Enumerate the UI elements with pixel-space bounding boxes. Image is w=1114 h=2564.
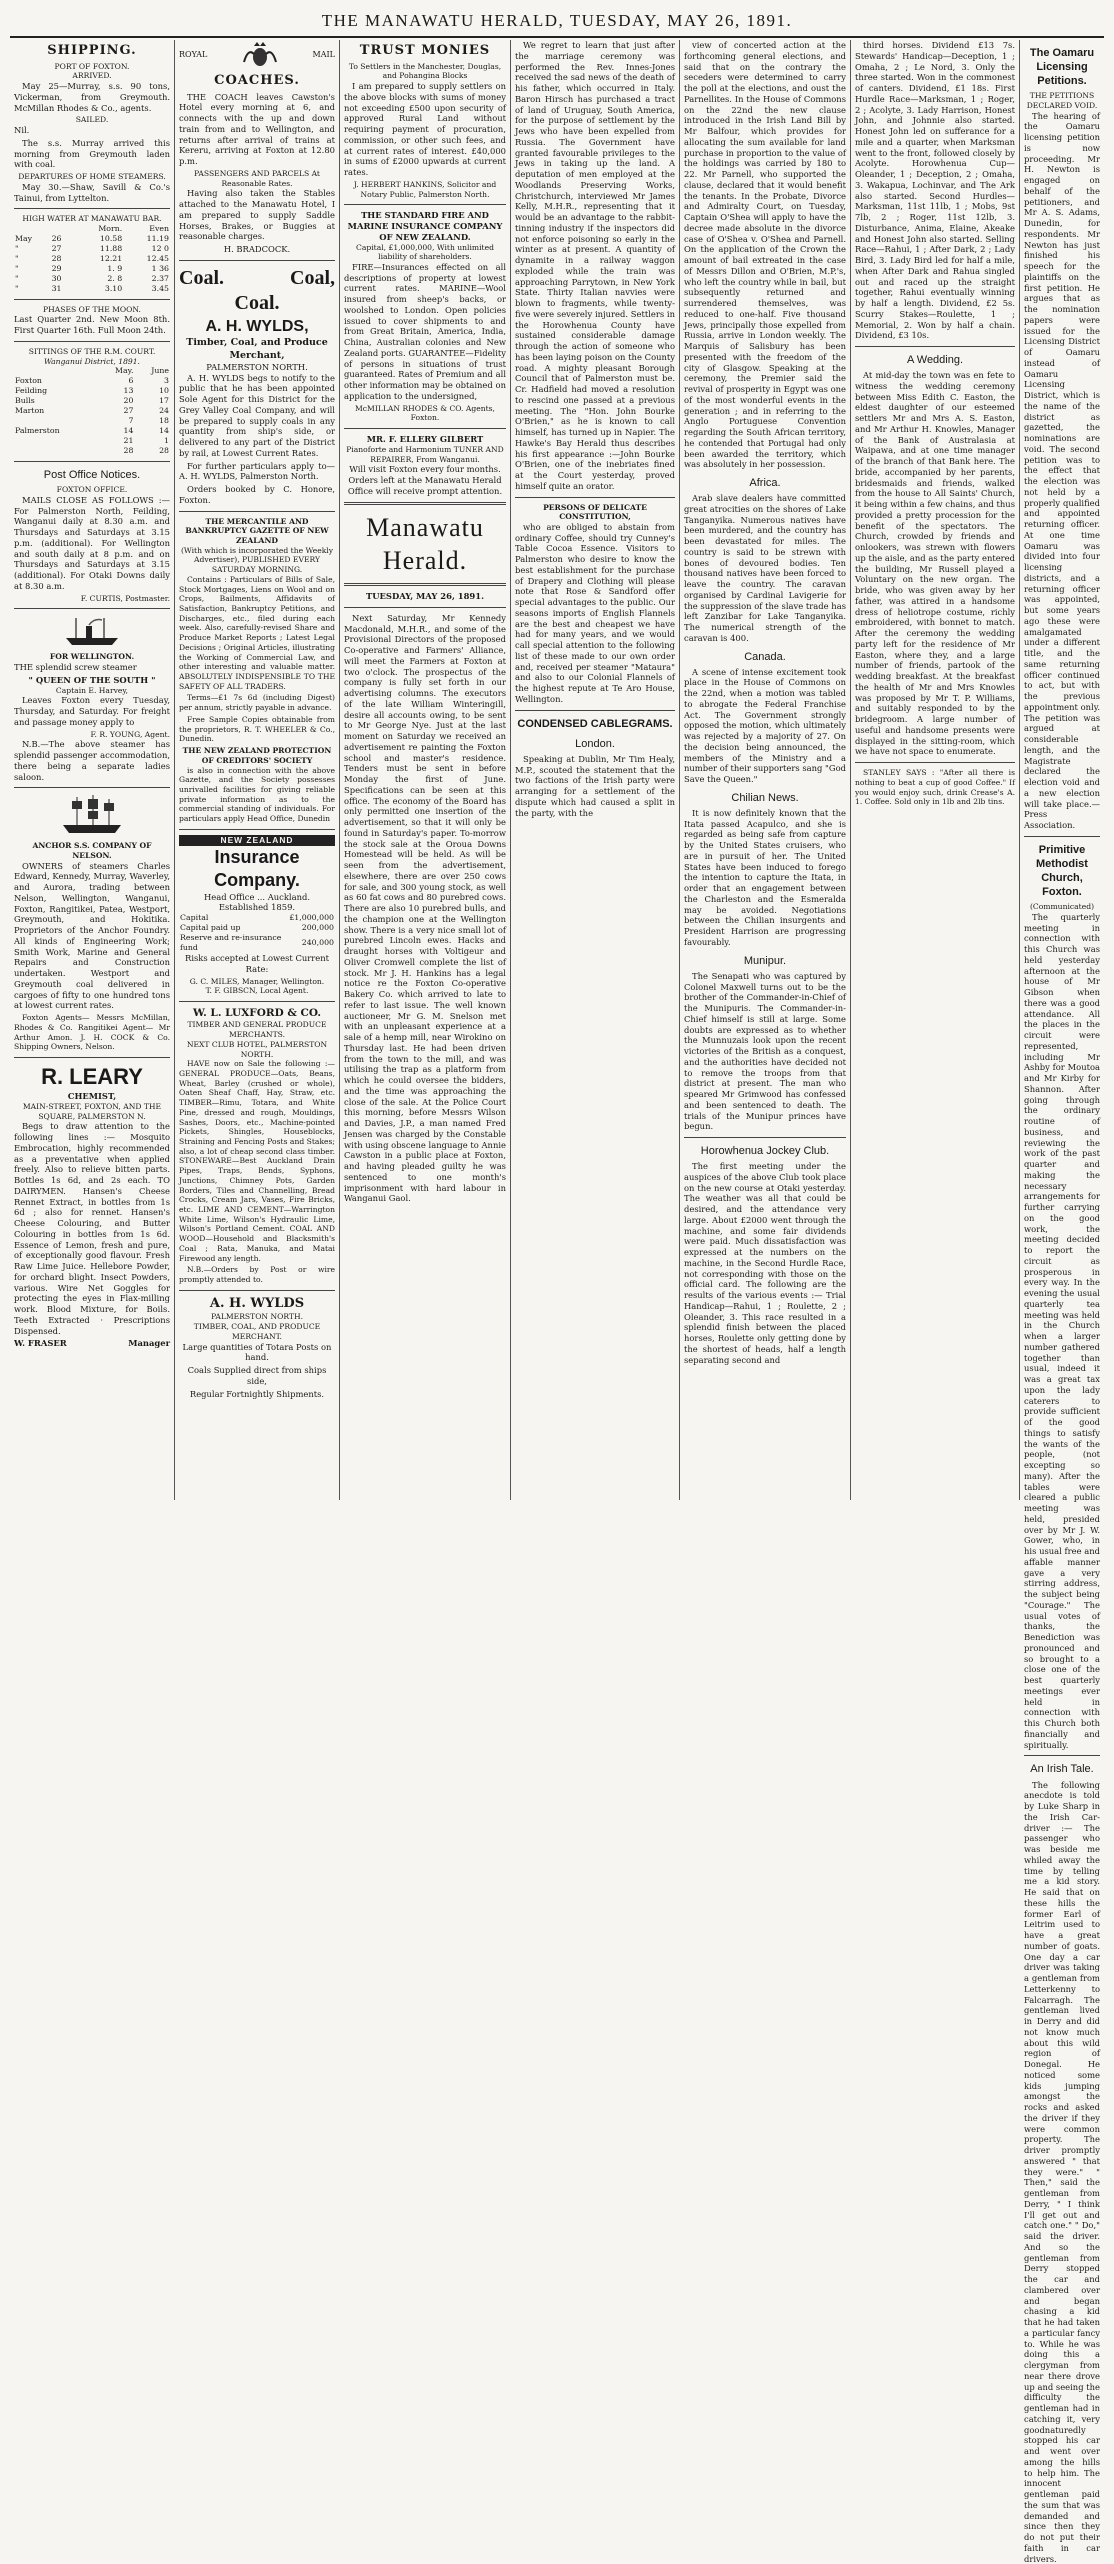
table-row xyxy=(14,284,170,294)
coal-word-center: Coal. xyxy=(234,292,280,315)
cell: 240,000 xyxy=(301,938,334,948)
ahw-town: PALMERSTON NORTH. xyxy=(210,1312,304,1322)
divider xyxy=(515,497,675,498)
cablegrams-title: CONDENSED CABLEGRAMS. xyxy=(517,717,673,730)
port-label: PORT OF FOXTON. xyxy=(54,61,130,71)
divider xyxy=(14,1057,170,1058)
masthead xyxy=(10,6,1104,38)
wylds-name: A. H. WYLDS, xyxy=(205,318,309,335)
oamaru-text: The hearing of the Oamaru licensing petition is now proceeding. Mr H. Newton is engaged on behalf of the petitioners, and Mr A. S. Adams, Dunedin, for respondents. Mr Newton has just finished his speech for the plaintiffs on the first petition. He argues that as the nomination papers were issued for the Licensing District of Oamaru instead of Oamaru Licensing District, which is the name of the district as gazetted, the nominations are void. The second petition was to the effect that the election was not held by a properly qualified and appointed returning officer. At one time Oamaru was divided into four licensing districts, and a returning officer was appointed, but some years ago these were amalgamated under a different title, and the same returning officer continued to act, but with the previous appointment only. The petition was argued at considerable length, and the Magistrate declared the election void and a new election will take place.—Press Association. xyxy=(1024,110,1100,831)
wedding-title: A Wedding. xyxy=(906,354,964,366)
cell: 200,000 xyxy=(301,923,334,933)
insurance-head: Head Office ... Auckland. xyxy=(203,891,311,902)
cell xyxy=(14,416,98,426)
masthead-title: THE MANAWATU HERALD, TUESDAY, MAY 26, 1891. xyxy=(321,11,793,30)
cell: 3 xyxy=(164,376,169,386)
post-sign: F. CURTIS, Postmaster. xyxy=(80,593,170,603)
table-row xyxy=(14,426,170,436)
leary-sign: W. FRASER xyxy=(14,1338,67,1349)
wylds-further: For further particulars apply to— A. H. WYLDS, Palmerston North. xyxy=(179,460,335,482)
cell: " xyxy=(15,263,19,273)
anchor-agents: Foxton Agents— Messrs McMillan, Rhodes & Co. Rangitikei Agent— Mr Arthur Amon. J. H. COCK & Co. Shipping Owners, Nelson. xyxy=(14,1013,170,1052)
chile-text: It is now definitely known that the Itata passed Acapulco, and she is regarded as being safe from capture by the United States cruisers, who are in pursuit of her. The United States have been induced to forego the intention to capture the Itata, in order that an engagement between the Charleston and the Esmeralda may be avoided. Negotiations between the Chilian insurgents and President Harrison are progressing favourably. xyxy=(684,807,846,947)
persons-text: who are obliged to abstain from ordinary Coffee, should try Cunney's Table Cocoa Essence. Visitors to Palmerston who desire to know the best establishment for the purchase of Drapery and Clothing will please note that Rose & Sandford offer special advantages to the public. Our seasons imports of English Flannels are the best and cheapest we have had for many years, and we would call special attention to the following list of these made to our own order and, received per steamer "Mataura" and also to our Colonial Flannels of the highest repute at Te Aro House, Wellington. xyxy=(515,521,675,704)
coal-word: Coal. xyxy=(179,266,224,289)
cell: 12 0 xyxy=(151,243,169,253)
gazette-terms: Terms—£1 7s 6d (including Digest) per annum, strictly payable in advance. xyxy=(179,693,335,713)
cell: 20 xyxy=(123,396,134,406)
luxford-addr: NEXT CLUB HOTEL, PALMERSTON NORTH. xyxy=(186,1039,328,1059)
column-5 xyxy=(680,40,851,1500)
cell: 27 xyxy=(51,243,62,253)
cell: 12.21 xyxy=(99,253,123,263)
cell: 7 xyxy=(128,416,134,426)
coal-header xyxy=(179,266,335,292)
leary-sub: CHEMIST, xyxy=(67,1091,117,1102)
divider xyxy=(1024,836,1100,837)
gazette-sub: (With which is incorporated the Weekly Advertiser), PUBLISHED EVERY SATURDAY MORNING. xyxy=(180,545,334,575)
column-7 xyxy=(1020,40,1104,2564)
divider xyxy=(179,1290,335,1291)
oamaru-sub: THE PETITIONS DECLARED VOID. xyxy=(1026,91,1098,110)
insurance-table xyxy=(179,913,335,953)
luxford-nb: N.B.—Orders by Post or wire promptly attended to. xyxy=(179,1265,335,1285)
wylds-text: A. H. WYLDS begs to notify to the public that he has been appointed Sole Agent for this District for the Grey Valley Coal Company, and will be prepared to supply coals in any quantity from ship's side, or delivered to any part of the District by rail, at Lowest Current Rates. xyxy=(179,372,335,458)
trust-title: TRUST MONIES xyxy=(359,43,491,58)
news-text: We regret to learn that just after the marriage ceremony was performed the Rev. Innes-Jones received the sad news of the death of his father, which occurred in Italy. Baron Hirsch has purchased a tract of land of Uruguay, South America, for the purpose of settlement by the Jews who have been expelled from Russia. The Government have granted favourable privileges to the Jews in taking up the land. A deputation of men employed at the Woodlands Preserving Works, Christchurch, interviewed Mr James Kelly, M.H.R., representing that it would be an advantage to the rabbit-tinning industry if the inspectors did not enforce poisoning so early in the winter as at present. A quantity of dynamite in a railway waggon exploded while the train was approaching Parrytown, in New York State. Thirty Italian navvies were blown to fragments, while twenty-five were severely injured. Settlers in the Horowhenua County have sustained considerable damage through the action of someone who has been laying poison on the County road. A mighty pleasant Borough Council that of Palmerston must be. Cr. Hadfield had moved a resolution to rescind one passed at a previous meeting. The "Hon. John Bourke O'Brien," as he is known to call himself, has turned up in Napier. The Hawke's Bay Herald thus describes his first appearance :—John Bourke O'Brien, one of the inebriates fined at the Court yesterday, proved himself quite an orator. xyxy=(515,40,675,491)
protection-text: is also in connection with the above Gazette, and the Society possesses unrivalled facilities for giving reliable private information as to the commercial standing of individuals. For particulars apply Head Office, Dunedin xyxy=(179,765,335,824)
cell: 21 xyxy=(123,436,134,446)
fire-title: THE STANDARD FIRE AND MARINE INSURANCE COMPANY OF NEW ZEALAND. xyxy=(347,210,503,242)
table-row xyxy=(179,933,335,953)
steamer-icon xyxy=(62,614,122,648)
munipur-text: The Senapati who was captured by Colonel Maxwell turns out to be the brother of the Commander-in-Chief of the Munipuris. The Commander-in-Chief himself is still at large. Some doubts are expressed as to whether the Munnuzais look upon the recent victories of the British as a conquest, and the authorities have decided not to remove the troops from that district at present. The man who speared Mr Grimwood has confessed and been sentenced to death. The trials of the Munipur princes have begun. xyxy=(684,970,846,1132)
fire-sign: McMILLAN RHODES & CO. Agents, Foxton. xyxy=(355,403,495,423)
divider xyxy=(14,208,170,209)
cell: 17 xyxy=(159,396,169,406)
methodist-text: The quarterly meeting in connection with this Church was held yesterday afternoon at the house of Mr Gibson when there was a good attendance. All the places in the circuit were represented, including Mr Ashby for Moutoa and Mr Kirby for Shannon. After going through the ordinary routine of business, and reviewing the work of the past quarter and making the necessary arrangements for further carrying on the good work, the meeting decided to report the circuit as prosperous in every way. In the evening the usual quarterly tea meeting was held in the Church when a larger number gathered together than usual, indeed it was a great tax upon the lady caterers to provide sufficient of the good things to satisfy the wants of the people, (not excepting so many). After the tables were cleared a public meeting was held, presided over by Mr J. W. Gower, who, in his usual free and affable manner gave a very stirring address, the subject being "Courage." The usual votes of thanks, the Benediction was pronounced and so brought to a close one of the best quarterly meetings ever held in connection with this Church both financially and spiritually. xyxy=(1024,911,1100,1750)
leary-addr: MAIN-STREET, FOXTON, AND THE SQUARE, PALMERSTON N. xyxy=(22,1102,162,1121)
divider xyxy=(14,787,170,788)
divider xyxy=(14,608,170,609)
insurance-est: Established 1859. xyxy=(218,902,296,913)
news-text: view of concerted action at the forthcoming general elections, and said that on the contrary the seceders were determined to carry the poll at the elections, and oust the Parnellites. In the House of Commons on the 22nd the new clause introduced in the Irish Land Bill by Mr Balfour, which provides for allocating the sum available for land purchase in proportion to the value of the holdings was carried by 180 to 22. Mr Parnell, who supported the clause, declared that it would benefit the tenants. In the Probate, Divorce and Admiralty Court, on Tuesday, Captain O'Shea will apply to have the decree made absolute in the divorce case of O'Shea v. O'Shea and Parnell. On the application of the Crown the amount of bail extreated in the case of Messrs Dillon and O'Brien, M.P.'s, who left the country while in bail, but subsequently returned and surrendered themselves, was reduced to one-half. Five thousand Jews, principally those expelled from Russia, arrive in London weekly. The Marquis of Salisbury has been presented with the freedom of the city of Glasgow. Speaking at the ceremony, the Premier said the revival of prosperity in Egypt was one of the most wonderful events in the generation ; and in referring to the Anglo Portuguese Convention regarding the South African territory, he contended that Portugal had only been awarded the territory, which was absolutely in her possession. xyxy=(684,40,846,470)
cell: 11.88 xyxy=(99,243,123,253)
luxford-text: HAVE now on Sale the following :— GENERAL PRODUCE—Oats, Beans, Wheat, Barley (crushed or whole), Oaten Sheaf Chaff, Hay, Straw, etc. TIMBER—Rimu, Totara, and White Pine, dressed and rough, Mouldings, Sashes, Doors, etc., Machine-pointed Pickets, Shingles, Houseblocks, Straining and Fencing Posts and Stakes; also, a lot of cheap second class timber. STONEWARE—Best Auckland Drain Pipes, Traps, Bends, Syphons, Junctions, Chimney Pots, Garden Borders, Tiles and Channelling, Bread Crocks, Cream Jars, Vases, Fire Bricks, etc. LIME AND CEMENT—Warrington White Lime, Wilson's Hydraulic Lime, Wilson's Portland Cement. COAL AND WOOD—Household and Blacksmith's Coal ; Rata, Manuka, and Matai Firewood any length. xyxy=(179,1059,335,1263)
gazette-free: Free Sample Copies obtainable from the proprietors, R. T. WHEELER & Co., Dunedin. xyxy=(179,714,335,744)
moon-text: Last Quarter 2nd. New Moon 8th. First Quarter 16th. Full Moon 24th. xyxy=(14,314,170,336)
jockey-text: The first meeting under the auspices of the above Club took place on the new course at Otaki yesterday. The weather was all that could be desired, and the attendance very large. About £2000 went through the machine, and some fair dividends were paid. Much dissatisfaction was expressed at the numbers on the machine, in the Second Hurdle Race, not corresponding with those on the official card. The following are the results of the various events :— Trial Handicap—Rahui, 1 ; Roulette, 2 ; Oleander, 3. This race resulted in a splendid finish between the placed horses, Roulette only getting done by the shortest of heads, half a length separating second and xyxy=(684,1161,846,1365)
cell: May xyxy=(15,233,33,243)
cell: 30 xyxy=(51,273,62,283)
tide-head-cell: Even xyxy=(149,223,169,233)
expected-text: The s.s. Murray arrived this morning from Greymouth laden with coal. xyxy=(14,137,170,170)
cell: 29 xyxy=(51,263,62,273)
cell: 2.37 xyxy=(151,273,169,283)
gilbert-title: MR. F. ELLERY GILBERT xyxy=(366,434,484,445)
cell xyxy=(14,446,98,456)
cell: " xyxy=(15,273,19,283)
departures-title: DEPARTURES OF HOME STEAMERS. xyxy=(18,172,166,182)
cell: 28 xyxy=(159,446,169,456)
divider xyxy=(344,607,506,608)
cell: Palmerston xyxy=(15,426,60,436)
coach-text: THE COACH leaves Cawston's Hotel every morning at 6, and connects with the up and down train from and to Wellington, and returns after arrival of trains at Kereru, arriving at Foxton at 12.80 p.m. xyxy=(179,91,335,167)
cell: 2. 8 xyxy=(107,273,123,283)
columns xyxy=(10,40,1104,2564)
paper-date: TUESDAY, MAY 26, 1891. xyxy=(366,591,484,602)
paper-title: Manawatu Herald. xyxy=(366,512,484,575)
table-row xyxy=(14,446,170,456)
cell: Feilding xyxy=(15,386,48,396)
well-ship: " QUEEN OF THE SOUTH " xyxy=(28,674,156,685)
cell: Bulls xyxy=(15,396,35,406)
leary-signature xyxy=(14,1338,170,1349)
sailed-text: Nil. xyxy=(14,125,30,136)
table-row xyxy=(14,396,170,406)
cell: 12.45 xyxy=(146,253,169,263)
persons-title: PERSONS OF DELICATE CONSTITUTION, xyxy=(543,502,647,522)
ahw-ship: Regular Fortnightly Shipments. xyxy=(189,1388,325,1399)
table-row xyxy=(14,376,170,386)
court-head xyxy=(14,366,170,376)
divider xyxy=(14,461,170,462)
well-lead: THE splendid screw steamer xyxy=(14,662,137,673)
sailed-label: SAILED. xyxy=(75,115,109,125)
fire-capital: Capital, £1,000,000, With unlimited liability of shareholders. xyxy=(356,242,494,262)
cell: 3.10 xyxy=(104,283,123,293)
column-4 xyxy=(511,40,680,1500)
fire-text: FIRE—Insurances effected on all descriptions of property at lowest current rates. MARINE—Wool insured from sheep's backs, or woolshed to London. Open policies issued to cover shipments to and from Great Britain, America, India, China, Australian colonies and New Zealand ports. GUARANTEE—Fidelity of persons in situations of trust guaranteed. Rates of Premium and all other information may be obtained on application to the undersigned, xyxy=(344,261,506,401)
gilbert-text: Will visit Foxton every four months. Orders left at the Manawatu Herald Office will receive prompt attention. xyxy=(347,464,503,496)
table-row xyxy=(14,436,170,446)
table-row xyxy=(14,244,170,254)
royal-mail-header xyxy=(179,40,335,70)
tide-head-cell xyxy=(51,224,74,234)
divider xyxy=(179,829,335,830)
africa-text: Arab slave dealers have committed great atrocities on the shores of Lake Tanganyika. Numerous natives have been murdered, and the country has been devastated for miles. The country is said to be strewn with bones of devoured bodies. Ten thousand natives have been forced to leave the country. The caravan organised by Cardinal Lavigerie for the suppression of the slave trade has left Zanzibar for Lake Tanganyika. The numerical strength of the caravan is 400. xyxy=(684,493,846,643)
ahw-text: Large quantities of Totara Posts on hand. xyxy=(182,1341,332,1363)
leary-title: R. LEARY xyxy=(41,1064,143,1090)
cell: 6 xyxy=(128,376,134,386)
cell: 27 xyxy=(123,406,134,416)
table-row xyxy=(179,913,335,923)
cell: Capital xyxy=(180,913,209,923)
well-nb: N.B.—The above steamer has splendid passenger accommodation, there being a separate ladies saloon. xyxy=(14,739,170,782)
methodist-title: Primitive Methodist Church, Foxton. xyxy=(1036,843,1088,899)
cell: Foxton xyxy=(15,376,42,386)
royal-label: ROYAL xyxy=(179,49,208,59)
cell: Reserve and re-insurance fund xyxy=(180,933,282,953)
tide-head-cell: Morn. xyxy=(98,223,123,233)
stanley-ad: STANLEY SAYS : "After all there is nothing to beat a cup of good Coffee." If you would enjoy such, drink Crease's A. 1. Coffee. Sold only in 1lb and 2lb tins. xyxy=(855,768,1015,807)
wedding-text: At mid-day the town was en fete to witness the wedding ceremony between Miss Edith C. Easton, the eldest daughter of our esteemed settlers Mr and Mrs A. S. Easton, and Mr Arthur H. Knowles, Manager of the Bank of Australasia at Waipawa, and at one time manager of the branch of that Bank here. The bride, accompanied by her parents, bridesmaids and friends, walked from the house to All Saints' Church, it being within a few chains, and thus provided a pretty procession for the benefit of the spectators. The Church, crowded by friends and onlookers, was strewn with flowers up the aisle, and as the party entered the building, Mr Russell played a Voluntary on the new organ. The bride, who was given away by her father, was attired in a handsome dress of heliotrope costume, richly embroidered, with bonnet to match. After the ceremony the wedding party left for the residence of Mr Easton, where they, and a large number of friends, partook of the wedding breakfast. At the breakfast the health of Mr and Mrs Knowles was proposed by Mr T. P. Williams, and suitably responded to by the bridegroom. A large number of useful and handsome presents were displayed in the sitting-room, which we have not space to enumerate. xyxy=(855,370,1015,757)
leary-text: Begs to draw attention to the following lines :— Mosquito Embrocation, highly recommended as a preventative when applied freely. Also to relieve bitten parts. Bottles 1s 6d, and 2s each. TO DAIRYMEN. Hansen's Cheese Rennet Extract, in bottles from 1s 6d ; also for rennet. Hansen's Cheese Colouring, and Butter Colouring in bottles from 1s 6d. Essence of Lemon, fresh and pure, of exceptionally good flavour. Fresh Raw Lime Juice. Hellebore Powder, for orchard blight. Insect Powders, various. Wire Net Goggles for protecting the eyes in Flax-milling work. Blood Mixture, for Boils. Teeth Extracted · Prescriptions Dispensed. xyxy=(14,1121,170,1336)
luxford-sub: TIMBER AND GENERAL PRODUCE MERCHANTS. xyxy=(187,1020,327,1040)
table-row xyxy=(14,274,170,284)
cell: 14 xyxy=(159,426,169,436)
divider xyxy=(344,583,506,586)
wylds-sub: Timber, Coal, and Produce Merchant, xyxy=(186,337,328,361)
table-row xyxy=(14,264,170,274)
insurance-risks: Risks accepted at Lowest Current Rate: xyxy=(185,953,329,974)
divider xyxy=(14,299,170,300)
insurance-sign1: G. C. MILES, Manager, Wellington. xyxy=(189,976,325,986)
irish-text: The following anecdote is told by Luke Sharp in the Irish Car-driver :— The passenger who was beside me whiled away the time by telling me a kid story. He said that on these hills the former Earl of Leitrim used to have a great number of goats. One day a car driver was taking a gentleman from Letterkenny to Falcarragh. The gentleman lived in Derry and did not know much about this wild region of Donegal. He noticed some kids jumping amongst the rocks and asked the driver if they were common property. The driver promptly answered " that they were." " Then," said the gentleman from Derry, " I think I'll get out and catch one." " Do," said the driver. And so the gentleman from Derry stopped the car and clambered over and began chasing a kid that he had taken a particular fancy to. While he was doing this a clergyman from near there drove up and seeing the difficulty the gentleman had in catching it, very goodnaturedly stopped his car and went over among the hills to help him. The innocent gentleman paid the sum that was demanded and since then they do not put their faith in car drivers. xyxy=(1024,1779,1100,2564)
wylds-orders: Orders booked by C. Honore, Foxton. xyxy=(179,484,335,505)
cell: 28 xyxy=(123,446,134,456)
irish-title: An Irish Tale. xyxy=(1030,1763,1094,1776)
divider xyxy=(344,502,506,505)
ahw-name: A. H. WYLDS xyxy=(209,1295,305,1311)
table-row xyxy=(14,386,170,396)
tide-head-cell xyxy=(14,224,51,234)
ahw-sub: TIMBER, COAL, AND PRODUCE MERCHANT. xyxy=(193,1322,321,1341)
cell: 13 xyxy=(123,386,134,396)
anchor-text: OWNERS of steamers Charles Edward, Kennedy, Murray, Waverley, and Aurora, trading between Nelson, Wellington, Wanganui, Foxton, Rangitikei, Patea, Westport, Greymouth, and Hokitika. Proprietors of the Anchor Foundry. All kinds of Engineering Work; Smith Work, Marine and General Repairs and Construction undertaken. Westport and Greymouth coal delivered in cargoes of fifty to one hundred tons at lowest current rates. xyxy=(14,860,170,1011)
coaches-title: COACHES. xyxy=(214,73,300,88)
well-agent: F. R. YOUNG, Agent. xyxy=(90,729,170,739)
cell: May. xyxy=(114,366,134,376)
cell: 3.45 xyxy=(151,283,169,293)
divider xyxy=(179,260,335,261)
divider xyxy=(344,428,506,429)
cell: 1. 9 xyxy=(107,263,123,273)
tide-title: HIGH WATER AT MANAWATU BAR. xyxy=(22,214,162,224)
post-text: MAILS CLOSE AS FOLLOWS :— For Palmerston North, Feilding, Wanganui daily at 8.30 a.m. and Thursdays and Saturdays at 3.15 p.m. (additional). For Wellington and south daily at 8 p.m. and on Thursdays and Saturdays at 3.15 (additional). For Otaki Downs daily at 8.30 a.m. xyxy=(14,494,170,591)
gilbert-sub: Pianoforte and Harmonium TUNER AND REPAIRER, From Wanganui. xyxy=(346,444,504,464)
column-3 xyxy=(340,40,511,1500)
methodist-sub: (Communicated) xyxy=(1029,902,1095,912)
insurance-title: Insurance Company. xyxy=(214,846,300,890)
arrived-text: May 25—Murray, s.s. 90 tons, Vickerman, from Greymouth. McMillan Rhodes & Co., agents. xyxy=(14,81,170,113)
africa-title: Africa. xyxy=(749,477,781,489)
insurance-sign2: T. F. GIBSCN, Local Agent. xyxy=(205,986,309,996)
cell xyxy=(14,366,98,376)
trust-sign: J. HERBERT HANKINS, Solicitor and Notary Public, Palmerston North. xyxy=(353,179,497,199)
gazette-title: THE MERCANTILE AND BANKRUPTCY GAZETTE OF NEW ZEALAND xyxy=(185,516,329,545)
cell: 26 xyxy=(51,233,62,243)
stables-text: Having also taken the Stables attached to the Manawatu Hotel, I am prepared to supply Saddle Horses, Brakes, or Buggies at reasonable charges. xyxy=(179,188,335,242)
table-row xyxy=(14,234,170,244)
divider xyxy=(855,346,1015,347)
cell: 28 xyxy=(51,253,62,263)
cell: 18 xyxy=(159,416,169,426)
table-row xyxy=(14,416,170,426)
cell: 10 xyxy=(159,386,169,396)
divider xyxy=(344,204,506,205)
wylds-town: PALMERSTON NORTH. xyxy=(206,361,308,372)
protection-title: THE NEW ZEALAND PROTECTION OF CREDITORS' SOCIETY xyxy=(182,746,332,765)
court-title: SITTINGS OF THE R.M. COURT. xyxy=(28,346,156,356)
coal-word: Coal, xyxy=(290,266,335,289)
cell: " xyxy=(15,243,19,253)
divider xyxy=(14,341,170,342)
cell: 24 xyxy=(159,406,169,416)
cell: Capital paid up xyxy=(180,923,241,933)
munipur-title: Munipur. xyxy=(743,954,787,967)
column-2 xyxy=(175,40,340,1500)
ahw-coals: Coals Supplied direct from ships side, xyxy=(187,1365,327,1386)
court-table xyxy=(14,366,170,456)
divider xyxy=(515,710,675,711)
coach-sign: H. BRADCOCK. xyxy=(223,244,291,255)
well-captain: Captain E. Harvey, xyxy=(55,685,129,695)
canada-title: Canada. xyxy=(744,650,786,663)
nz-band: NEW ZEALAND xyxy=(179,835,335,846)
trust-sub: To Settlers in the Manchester, Douglas, and Pohangina Blocks xyxy=(348,61,502,81)
table-row xyxy=(14,254,170,264)
moon-title: PHASES OF THE MOON. xyxy=(43,304,141,314)
divider xyxy=(179,511,335,512)
court-sub: Wanganui District, 1891. xyxy=(44,356,140,366)
luxford-title: W. L. LUXFORD & CO. xyxy=(192,1006,322,1019)
cell: 1 xyxy=(164,436,169,446)
cell: 11.19 xyxy=(146,233,169,243)
mail-label: MAIL xyxy=(312,49,335,59)
cell: 31 xyxy=(51,283,62,293)
post-sub: FOXTON OFFICE. xyxy=(56,485,128,495)
divider xyxy=(1024,1755,1100,1756)
chile-title: Chilian News. xyxy=(731,791,799,804)
cell: Marton xyxy=(15,406,45,416)
table-row xyxy=(179,923,335,933)
cell xyxy=(14,436,98,446)
oamaru-title: The Oamaru Licensing Petitions. xyxy=(1029,47,1095,88)
arrived-label: ARRIVED. xyxy=(72,71,112,81)
london-text: Speaking at Dublin, Mr Tim Healy, M.P., scouted the statement that the two factions of the Irish party were arranging for a settlement of the dispute which had caused a split in the party, with the xyxy=(515,753,675,818)
tide-table xyxy=(14,224,170,294)
column-6 xyxy=(851,40,1020,1500)
cell: £1,000,000 xyxy=(289,913,334,923)
cell: " xyxy=(15,283,19,293)
cell: 10.58 xyxy=(99,233,123,243)
anchor-title: ANCHOR S.S. COMPANY OF NELSON. xyxy=(32,841,152,861)
cell: " xyxy=(15,253,19,263)
cell: 1 36 xyxy=(151,263,169,273)
london-title: London. xyxy=(575,737,615,750)
racing-text: third horses. Dividend £13 7s. Stewards' Handicap—Deception, 1 ; Omaha, 2 ; Le Nord, 3. Only the three started. Won in the commonest of canters. Dividend, £1 18s. First Hurdle Race—Marksman, 1 ; Roger, 2 ; Acolyte, 3. Lady Harrison, Honest John, and Johnnie also started. Honest John led on sufferance for a mile and a quarter, when Marksman went to the front, followed closely by Acolyte. Horowhenua Cup—Oleander, 1 ; Deception, 2 ; Omaha, 3. Wakapua, Lochinvar, and The Ark also started. Second Hurdles—Marksman, 11st 11lb, 1 ; Mobs, 9st 7lb, 2 ; Roger, 11st 12lb, 3. Disturbance, Anima, Elaine, Akeake and Honest John also started. Selling Race—Rahui, 1 ; After Dark, 2 ; Lady Bird, 3. Lady Bird led for half a mile, when After Dark and Rahua singled out and raced up the straight together, Rahui eventually winning by half a length. Dividend, £2 5s. Scurry Stakes—Roulette, 1 ; Memorial, 2. Won by half a chain. Dividend, £3 10s. xyxy=(855,40,1015,341)
well-title: FOR WELLINGTON. xyxy=(49,652,135,662)
divider xyxy=(684,1137,846,1138)
cell: 14 xyxy=(123,426,134,436)
departures-text: May 30.—Shaw, Savill & Co.'s Tainui, from Lyttelton. xyxy=(14,181,170,203)
royal-crest-icon xyxy=(240,40,280,70)
sailing-ship-icon xyxy=(57,793,127,837)
lead-text: Next Saturday, Mr Kennedy Macdonald, M.H.R., and some of the Provisional Directors of the proposed Co-operative and Farmers' Alliance, will meet the Farmers at Foxton at two o'clock. The prospectus of the company is fully set forth in our advertising columns. The executors of the late William Winteringill, desire all accounts owing, to be sent to Mr George Nye. Just at the last moment on Saturday we received an advertisement re painting the Foxton school and master's residence. Tenders must be sent in before Monday the first of June. Specifications can be seen at this office. The economy of the Board has only permitted one insertion of the advertisement, so that it will only be found in Saturday's paper. To-morrow the stock sale at the Oroua Downs Homestead will be held. As will be seen from the advertisement, elsewhere, there are over 250 cows for sale, and 300 young stock, as well as 60 fat cows and 80 purebred cows. There are also 10 purebred bulls, and the champion one at the Wellington show. There is a very nice small lot of purebred Lincoln ewes. Hacks and draught horses with Voltigeur and Oliver Cromwell complete the list of stock. Mr J. H. Hankins has a legal notice re the Foxton Co-operative Bakery Co. which arrived to late to refer to last issue. The well known auctioneer, Mr G. M. Snelson met with an unpleasant experience at a sale of a hemp mill, near Wirokino on Thursday last. He had been driven from the town to the mill, and was utilising the trap as a platform from which he could oversee the bidders, and the time was approaching the close of the sale. At the Police Court this morning, before Messrs Wilson and Davies, J.P., a man named Fred Jensen was charged by the Constable with using obscene language to Annie Cawston in a public place at Foxton, and having pleaded guilty he was sentenced to one month's imprisonment with hard labour in Wanganui Gaol. xyxy=(344,612,506,1204)
gazette-contains: Contains : Particulars of Bills of Sale, Stock Mortgages, Liens on Wool and on Crops, Bailments, Affidavits of Satisfaction, Bankruptcy Petitions, and Discharges, etc., filed during each week. Also, carefully-revised Share and Produce Market Reports ; Latest Legal Decisions ; Original Articles, illustrating the Working of Commercial Law, and other interesting and valuable matter. ABSOLUTELY INDISPENSIBLE TO THE SAFETY OF ALL TRADERS. xyxy=(179,574,335,691)
well-text: Leaves Foxton every Tuesday, Thursday, and Saturday. For freight and passage money apply to xyxy=(14,695,170,727)
post-title: Post Office Notices. xyxy=(43,469,141,482)
divider xyxy=(855,762,1015,763)
divider xyxy=(179,1001,335,1002)
trust-text: I am prepared to supply settlers on the above blocks with sums of money not exceeding £500 upon security of approved Rural Land without requiring payment of procuration, commission, or other such fees, and at current rates of interest. £40,000 in sums of £2000 upwards at current rates. xyxy=(344,81,506,178)
table-row xyxy=(14,406,170,416)
cell: June xyxy=(151,366,169,376)
leary-manager: Manager xyxy=(128,1338,170,1349)
passengers: PASSENGERS AND PARCELS At Reasonable Rates. xyxy=(194,168,320,188)
canada-text: A scene of intense excitement took place in the House of Commons on the 22nd, when a motion was tabled to abrogate the Federal Franchise Act. The Government strongly opposed the motion, which ultimately was rejected by a majority of 27. On the decision being announced, the members of the Ministry and a number of their supporters sang "God Save the Queen." xyxy=(684,666,846,785)
jockey-title: Horowhenua Jockey Club. xyxy=(700,1145,830,1158)
tide-head xyxy=(14,224,170,234)
shipping-title: SHIPPING. xyxy=(47,43,137,58)
column-1 xyxy=(10,40,175,1500)
